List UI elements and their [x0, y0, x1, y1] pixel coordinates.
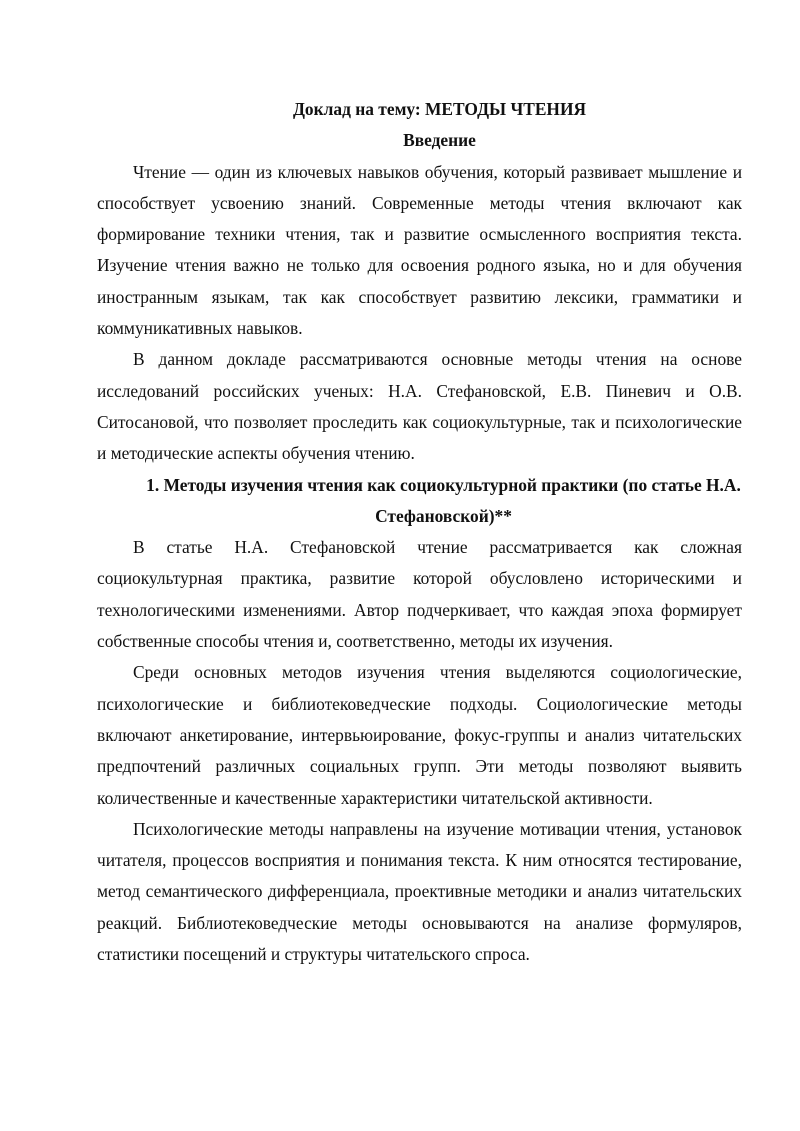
document-title: Доклад на тему: МЕТОДЫ ЧТЕНИЯ	[292, 99, 587, 119]
intro-heading: Введение	[403, 130, 476, 151]
document-page	[97, 94, 742, 970]
section-1-paragraph-3: Психологические методы направлены на изучение мотивации чтения, установок читателя, процессов восприятия и понимания текста. К ним относятся тестирование, метод семантического дифференциала, проективные методики и анализ читательских реакций. Библиотековедческие методы основываются на анализе формуляров, статистики посещений и структуры читательского спроса.	[97, 818, 742, 965]
intro-paragraph-1: Чтение — один из ключевых навыков обучения, который развивает мышление и способствует усвоению знаний. Современные методы чтения включают как формирование техники чтения, так и развитие осмысленного восприятия текста. Изучение чтения важно не только для освоения родного языка, но и для обучения иностранным языкам, так как способствует развитию лексики, грамматики и коммуникативных навыков.	[97, 161, 742, 339]
section-1-paragraph-1: В статье Н.А. Стефановской чтение рассматривается как сложная социокультурная практика, развитие которой обусловлено историческими и технологическими изменениями. Автор подчеркивает, что каждая эпоха формирует собственные способы чтения и, соответственно, методы их изучения.	[97, 537, 742, 652]
section-1-heading: 1. Методы изучения чтения как социокультурной практики (по статье Н.А. Стефановской)**	[146, 474, 741, 526]
intro-paragraph-2: В данном докладе рассматриваются основные методы чтения на основе исследований российских ученых: Н.А. Стефановской, Е.В. Пиневич и О.В. Ситосановой, что позволяет проследить как социокультурные, так и психологические и методические аспекты обучения чтению.	[97, 349, 742, 464]
section-1-paragraph-2: Среди основных методов изучения чтения выделяются социологические, психологические и библиотековедческие подходы. Социологические методы включают анкетирование, интервьюирование, фокус-группы и анализ читательских предпочтений различных социальных групп. Эти методы позволяют выявить количественные и качественные характеристики читательской активности.	[97, 662, 742, 808]
